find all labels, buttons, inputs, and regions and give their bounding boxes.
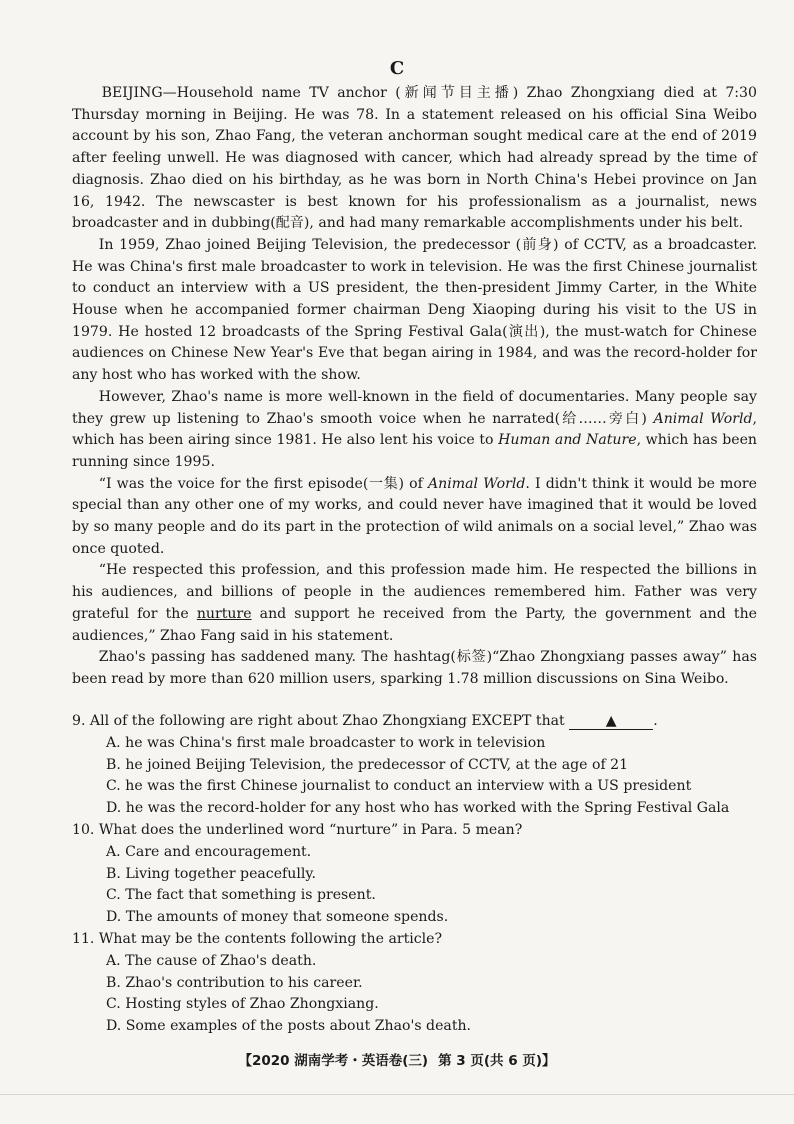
paragraph-3-text-b: , which has been airing since 1981. He also lent his voice to [72, 410, 757, 449]
option-b: B. he joined Beijing Television, the predecessor of CCTV, at the age of 21 [106, 756, 629, 773]
paragraph-3 [72, 387, 757, 474]
option-a: A. Care and encouragement. [106, 843, 312, 860]
paragraph-5 [72, 560, 757, 647]
section-heading: C [389, 58, 405, 79]
option-c: C. Hosting styles of Zhao Zhongxiang. [106, 996, 379, 1013]
footer-divider [0, 1094, 794, 1095]
option-d: D. Some examples of the posts about Zhao's death. [106, 1018, 472, 1035]
title-animal-world-quote: Animal World [427, 475, 526, 492]
paragraph-4 [72, 474, 757, 561]
exam-title: 【2020 湖南学考・英语卷(三) [238, 1053, 429, 1069]
question-10-stem: 10. What does the underlined word “nurture” in Para. 5 mean? [72, 821, 523, 838]
page-footer [0, 1052, 794, 1070]
question-10-options [72, 842, 757, 929]
question-9-stem-text: 9. All of the following are right about Zhao Zhongxiang EXCEPT that [72, 713, 565, 729]
option-b: B. Zhao's contribution to his career. [106, 974, 363, 991]
triangle-marker-icon: ▲ [605, 713, 617, 729]
paragraph-1: BEIJING—Household name TV anchor (新闻节目主播) Zhao Zhongxiang died at 7:30 Thursday morning in Beijing. He was 78. In a statement released on his official Sina Weibo account by his son, Zhao Fang, the veteran anchorman sought medical care at the end of 2019 after feeling unwell. He was diagnosed with cancer, which had already spread by the time of diagnosis. Zhao died on his birthday, as he was born in North China's Hebei province on Jan 16, 1942. The newscaster is best known for his professionalism as a journalist, news broadcaster and in dubbing(配音), and had many remarkable accomplishments under his belt. [72, 85, 757, 232]
option-b: B. Living together peacefully. [106, 865, 316, 882]
paragraph-2: In 1959, Zhao joined Beijing Television, the predecessor (前身) of CCTV, as a broadcaster. He was China's first male broadcaster to work in television. He was the first Chinese journalist to conduct an interview with a US president, the then-president Jimmy Carter, in the White House when he accompanied former chairman Deng Xiaoping during his visit to the US in 1979. He hosted 12 broadcasts of the Spring Festival Gala(演出), the must-watch for Chinese audiences on Chinese New Year's Eve that began airing in 1984, and was the record-holder for any host who has worked with the show. [72, 236, 757, 384]
option-c: C. The fact that something is present. [106, 887, 376, 904]
question-11 [72, 929, 757, 1038]
question-list [72, 711, 757, 1038]
question-9 [72, 711, 757, 820]
paragraph-5-text-b: and support he received from the Party, the government and the audiences,” Zhao Fang said in his statement. [72, 605, 757, 644]
paragraph-5-text-a: “He respected this profession, and this profession made him. He respected the billions in his audiences, and billions of people in the audiences remembered him. Father was very grateful for the [72, 562, 757, 622]
paragraph-3-text-c: , which has been running since 1995. [72, 432, 758, 470]
title-human-and-nature: Human and Nature [498, 432, 637, 449]
underlined-word-nurture: nurture [196, 605, 252, 622]
paragraph-3-text-a: However, Zhao's name is more well-known in the field of documentaries. Many people say they grew up listening to Zhao's smooth voice when he narrated(给……旁白) [72, 388, 757, 427]
option-a: A. he was China's first male broadcaster to work in television [106, 734, 546, 751]
question-10 [72, 820, 757, 929]
page-number: 第 3 页(共 6 页)】 [438, 1053, 556, 1069]
paragraph-6: Zhao's passing has saddened many. The hashtag(标签)“Zhao Zhongxiang passes away” has been read by more than 620 million users, sparking 1.78 million discussions on Sina Weibo. [72, 649, 757, 687]
paragraph-4-text-a: “I was the voice for the first episode(一集) of [98, 475, 428, 492]
question-9-stem [72, 711, 757, 733]
question-11-options [72, 951, 757, 1038]
title-animal-world: Animal World [653, 410, 753, 427]
paragraph-4-text-b: . I didn't think it would be more special than any other one of my works, and could never have imagined that it would be loved by so many people and do its part in the protection of wild animals on a social level,” Zhao was once quoted. [72, 475, 757, 557]
question-9-options [72, 733, 757, 820]
question-11-stem: 11. What may be the contents following the article? [72, 930, 443, 947]
option-d: D. he was the record-holder for any host who has worked with the Spring Festival Gala [106, 800, 730, 817]
reading-passage [72, 83, 757, 691]
question-9-stem-end: . [653, 713, 658, 729]
option-a: A. The cause of Zhao's death. [106, 952, 317, 969]
option-c: C. he was the first Chinese journalist to conduct an interview with a US president [106, 778, 692, 795]
option-d: D. The amounts of money that someone spends. [106, 909, 449, 926]
answer-blank [569, 713, 653, 730]
